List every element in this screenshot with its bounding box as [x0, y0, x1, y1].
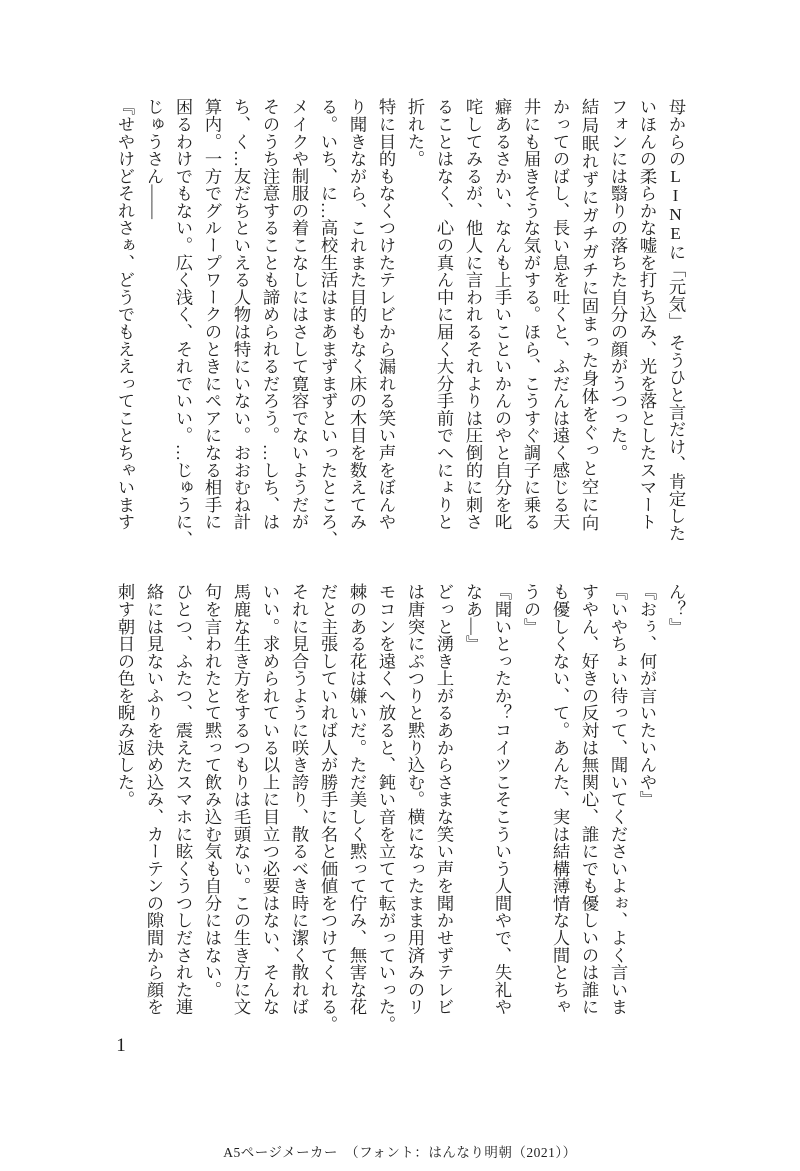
upper-text-block: [110, 98, 690, 548]
text-column: すやん、好きの反対は無関心、誰にでも優しいのは誰に: [579, 583, 598, 1016]
text-column: 刺す朝日の色を睨み返した。: [115, 583, 134, 808]
text-column: いほんの柔らかな嘘を打ち込み、光を落としたスマート: [637, 98, 656, 531]
text-column: 『せやけどそれさぁ、どうでもええってことちゃいます: [115, 98, 134, 531]
text-column: フォンには翳りの落ちた自分の顔がうつった。: [608, 98, 627, 462]
text-column: 癖あるさかい、なんも上手いこといかんのやと自分を叱: [492, 98, 511, 531]
text-column: ひとつ、ふたつ、震えたスマホに眩くうつしだされた連: [173, 583, 192, 1016]
text-column: る。いち、に…高校生活はまあまずまずといったところ、: [318, 98, 337, 548]
text-column: 『おぅ、何が言いたいんや』: [637, 583, 656, 808]
text-column: 折れた。: [405, 98, 424, 168]
text-column: うの』: [521, 583, 540, 635]
text-column: モコンを遠くへ放ると、鈍い音を立てて転がっていった。: [376, 583, 395, 1033]
text-column: 特に目的もなくつけたテレビから漏れる笑い声をぼんや: [376, 98, 395, 531]
text-column: そのうち注意することも諦められるだろう。…しち、は: [260, 98, 279, 531]
text-column: 馬鹿な生き方をするつもりは毛頭ない。この生き方に文: [231, 583, 250, 1016]
text-column: いい。求められている以上に目立つ必要はない、そんな: [260, 583, 279, 1016]
text-column: メイクや制服の着こなしにはさして寛容でないようだが: [289, 98, 308, 531]
text-column: なあ―』: [463, 583, 482, 653]
text-column: じゅうさん――: [144, 98, 163, 220]
text-column: 棘のある花は嫌いだ。ただ美しく黙って佇み、無害な花: [347, 583, 366, 1016]
text-column: も優しくない、て。あんた、実は結構薄情な人間とちゃ: [550, 583, 569, 1016]
text-column: 絡には見ないふりを決め込み、カーテンの隙間から顔を: [144, 583, 163, 1016]
text-column: 算内。一方でグループワークのときにペアになる相手に: [202, 98, 221, 531]
text-column: どっと湧き上がるあからさまな笑い声を聞かせずテレビ: [434, 583, 453, 1016]
text-column: 『いやちょい待って、聞いてくださいよぉ、よく言いま: [608, 583, 627, 1016]
lower-text-block: [110, 583, 690, 1033]
text-column: 咤してみるが、他人に言われるそれよりは圧倒的に刺さ: [463, 98, 482, 531]
text-column: 句を言われたとて黙って飲み込む気も自分にはない。: [202, 583, 221, 998]
text-column: 井にも届きそうな気がする。ほら、こうすぐ調子に乗る: [521, 98, 540, 531]
text-column: 『聞いとったか？コイツこそこういう人間やで、失礼や: [492, 583, 511, 1016]
text-column: 結局眠れずにガチガチに固まった身体をぐっと空に向: [579, 98, 598, 531]
latin-upright-text: LINE: [666, 167, 685, 244]
footer-caption: A5ページメーカー （フォント：はんなり明朝（2021））: [223, 1145, 577, 1160]
text-column: それに見合うように咲き誇り、散るべき時に潔く散れば: [289, 583, 308, 1016]
text-column: ん？』: [666, 583, 685, 635]
text-column: 困るわけでもない。広く浅く、それでいい。…じゅうに、: [173, 98, 192, 548]
text-column: り聞きながら、これまた目的もなく床の木目を数えてみ: [347, 98, 366, 531]
text-column: ることはなく、心の真ん中に届く大分手前でへにょりと: [434, 98, 453, 531]
text-column: ち、く…友だちといえる人物は特にいない。おおむね計: [231, 98, 250, 531]
text-column: だと主張していれば人が勝手に名と価値をつけてくれる。: [318, 583, 337, 1033]
text-column: は唐突にぷつりと黙り込む。横になったまま用済みのリ: [405, 583, 424, 1016]
text-column: 母からのLINEに「元気」 そうひと言だけ、肯定した: [666, 98, 685, 542]
text-column: かってのばし、長い息を吐くと、ふだんは遠く感じる天: [550, 98, 569, 531]
page-number: 1: [116, 1035, 126, 1056]
